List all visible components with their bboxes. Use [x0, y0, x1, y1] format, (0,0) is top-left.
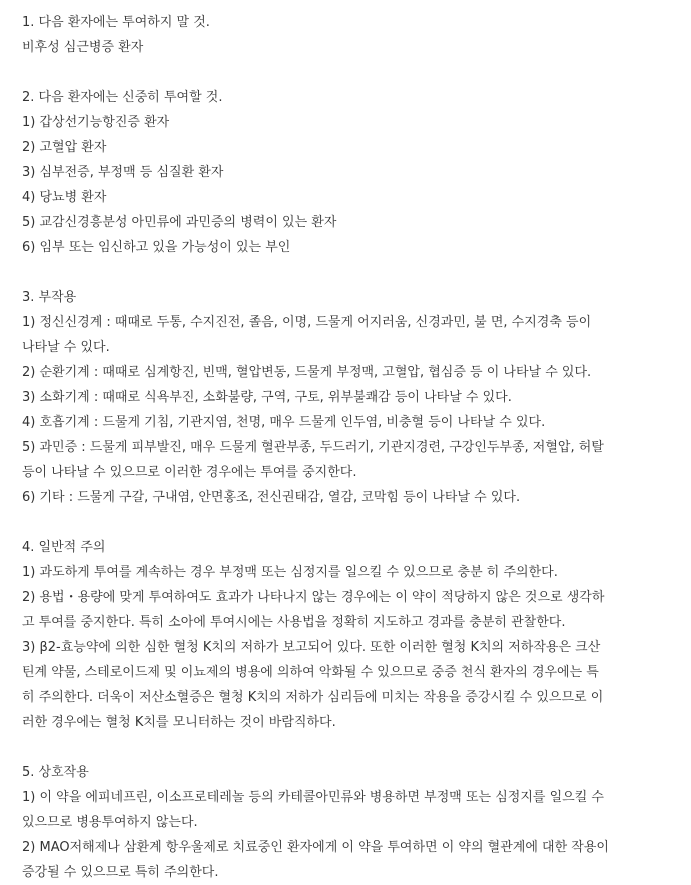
section-interactions	[22, 760, 682, 885]
section-contraindications	[22, 10, 682, 60]
text-line: 2) MAO저해제나 삼환계 항우울제로 치료중인 환자에게 이 약을 투여하면 이 약의 혈관계에 대한 작용이	[22, 840, 609, 855]
section-heading: 1. 다음 환자에는 투여하지 말 것.	[22, 15, 210, 30]
section-general-precautions	[22, 535, 682, 735]
text-line: 5) 교감신경흥분성 아민류에 과민증의 병력이 있는 환자	[22, 215, 337, 230]
document-body	[22, 10, 682, 885]
text-line: 비후성 심근병증 환자	[22, 40, 144, 55]
text-line: 1) 과도하게 투여를 계속하는 경우 부정맥 또는 심정지를 일으킬 수 있으므로 충분 히 주의한다.	[22, 565, 558, 580]
spacer	[22, 260, 682, 285]
text-line: 5) 과민증 : 드물게 피부발진, 매우 드물게 혈관부종, 두드러기, 기관지경련, 구강인두부종, 저혈압, 허탈	[22, 440, 604, 455]
text-line: 증강될 수 있으므로 특히 주의한다.	[22, 865, 219, 880]
section-heading: 5. 상호작용	[22, 765, 89, 780]
spacer	[22, 60, 682, 85]
text-line: 4) 당뇨병 환자	[22, 190, 107, 205]
text-line: 2) 고혈압 환자	[22, 140, 107, 155]
text-line: 있으므로 병용투여하지 않는다.	[22, 815, 198, 830]
text-line: 고 투여를 중지한다. 특히 소아에 투여시에는 사용법을 정확히 지도하고 경과를 충분히 관찰한다.	[22, 615, 566, 630]
section-heading: 4. 일반적 주의	[22, 540, 106, 555]
text-line: 6) 임부 또는 임신하고 있을 가능성이 있는 부인	[22, 240, 291, 255]
text-line: 나타날 수 있다.	[22, 340, 110, 355]
text-line: 1) 갑상선기능항진증 환자	[22, 115, 170, 130]
section-side-effects	[22, 285, 682, 510]
section-heading: 2. 다음 환자에는 신중히 투여할 것.	[22, 90, 223, 105]
section-careful-administration	[22, 85, 682, 260]
text-line: 3) β2-효능약에 의한 심한 혈청 K치의 저하가 보고되어 있다. 또한 이러한 혈청 K치의 저하작용은 크산	[22, 640, 601, 655]
text-line: 2) 순환기계 : 때때로 심계항진, 빈맥, 혈압변동, 드물게 부정맥, 고혈압, 협심증 등 이 나타날 수 있다.	[22, 365, 592, 380]
text-line: 4) 호흡기계 : 드물게 기침, 기관지염, 천명, 매우 드물게 인두염, 비충혈 등이 나타날 수 있다.	[22, 415, 546, 430]
text-line: 2) 용법・용량에 맞게 투여하여도 효과가 나타나지 않는 경우에는 이 약이 적당하지 않은 것으로 생각하	[22, 590, 605, 605]
text-line: 1) 정신신경계 : 때때로 두통, 수지진전, 졸음, 이명, 드물게 어지러움, 신경과민, 불 면, 수지경축 등이	[22, 315, 592, 330]
spacer	[22, 510, 682, 535]
text-line: 히 주의한다. 더욱이 저산소혈증은 혈청 K치의 저하가 심리듬에 미치는 작용을 증강시킬 수 있으므로 이	[22, 690, 604, 705]
section-heading: 3. 부작용	[22, 290, 77, 305]
spacer	[22, 735, 682, 760]
text-line: 등이 나타날 수 있으므로 이러한 경우에는 투여를 중지한다.	[22, 465, 357, 480]
text-line: 1) 이 약을 에피네프린, 이소프로테레놀 등의 카테콜아민류와 병용하면 부정맥 또는 심정지를 일으킬 수	[22, 790, 604, 805]
text-line: 러한 경우에는 혈청 K치를 모니터하는 것이 바람직하다.	[22, 715, 336, 730]
text-line: 6) 기타 : 드물게 구갈, 구내염, 안면홍조, 전신권태감, 열감, 코막힘 등이 나타날 수 있다.	[22, 490, 521, 505]
text-line: 3) 소화기계 : 때때로 식욕부진, 소화불량, 구역, 구토, 위부불쾌감 등이 나타날 수 있다.	[22, 390, 512, 405]
text-line: 3) 심부전증, 부정맥 등 심질환 환자	[22, 165, 224, 180]
text-line: 틴계 약물, 스테로이드제 및 이뇨제의 병용에 의하여 악화될 수 있으므로 중증 천식 환자의 경우에는 특	[22, 665, 599, 680]
